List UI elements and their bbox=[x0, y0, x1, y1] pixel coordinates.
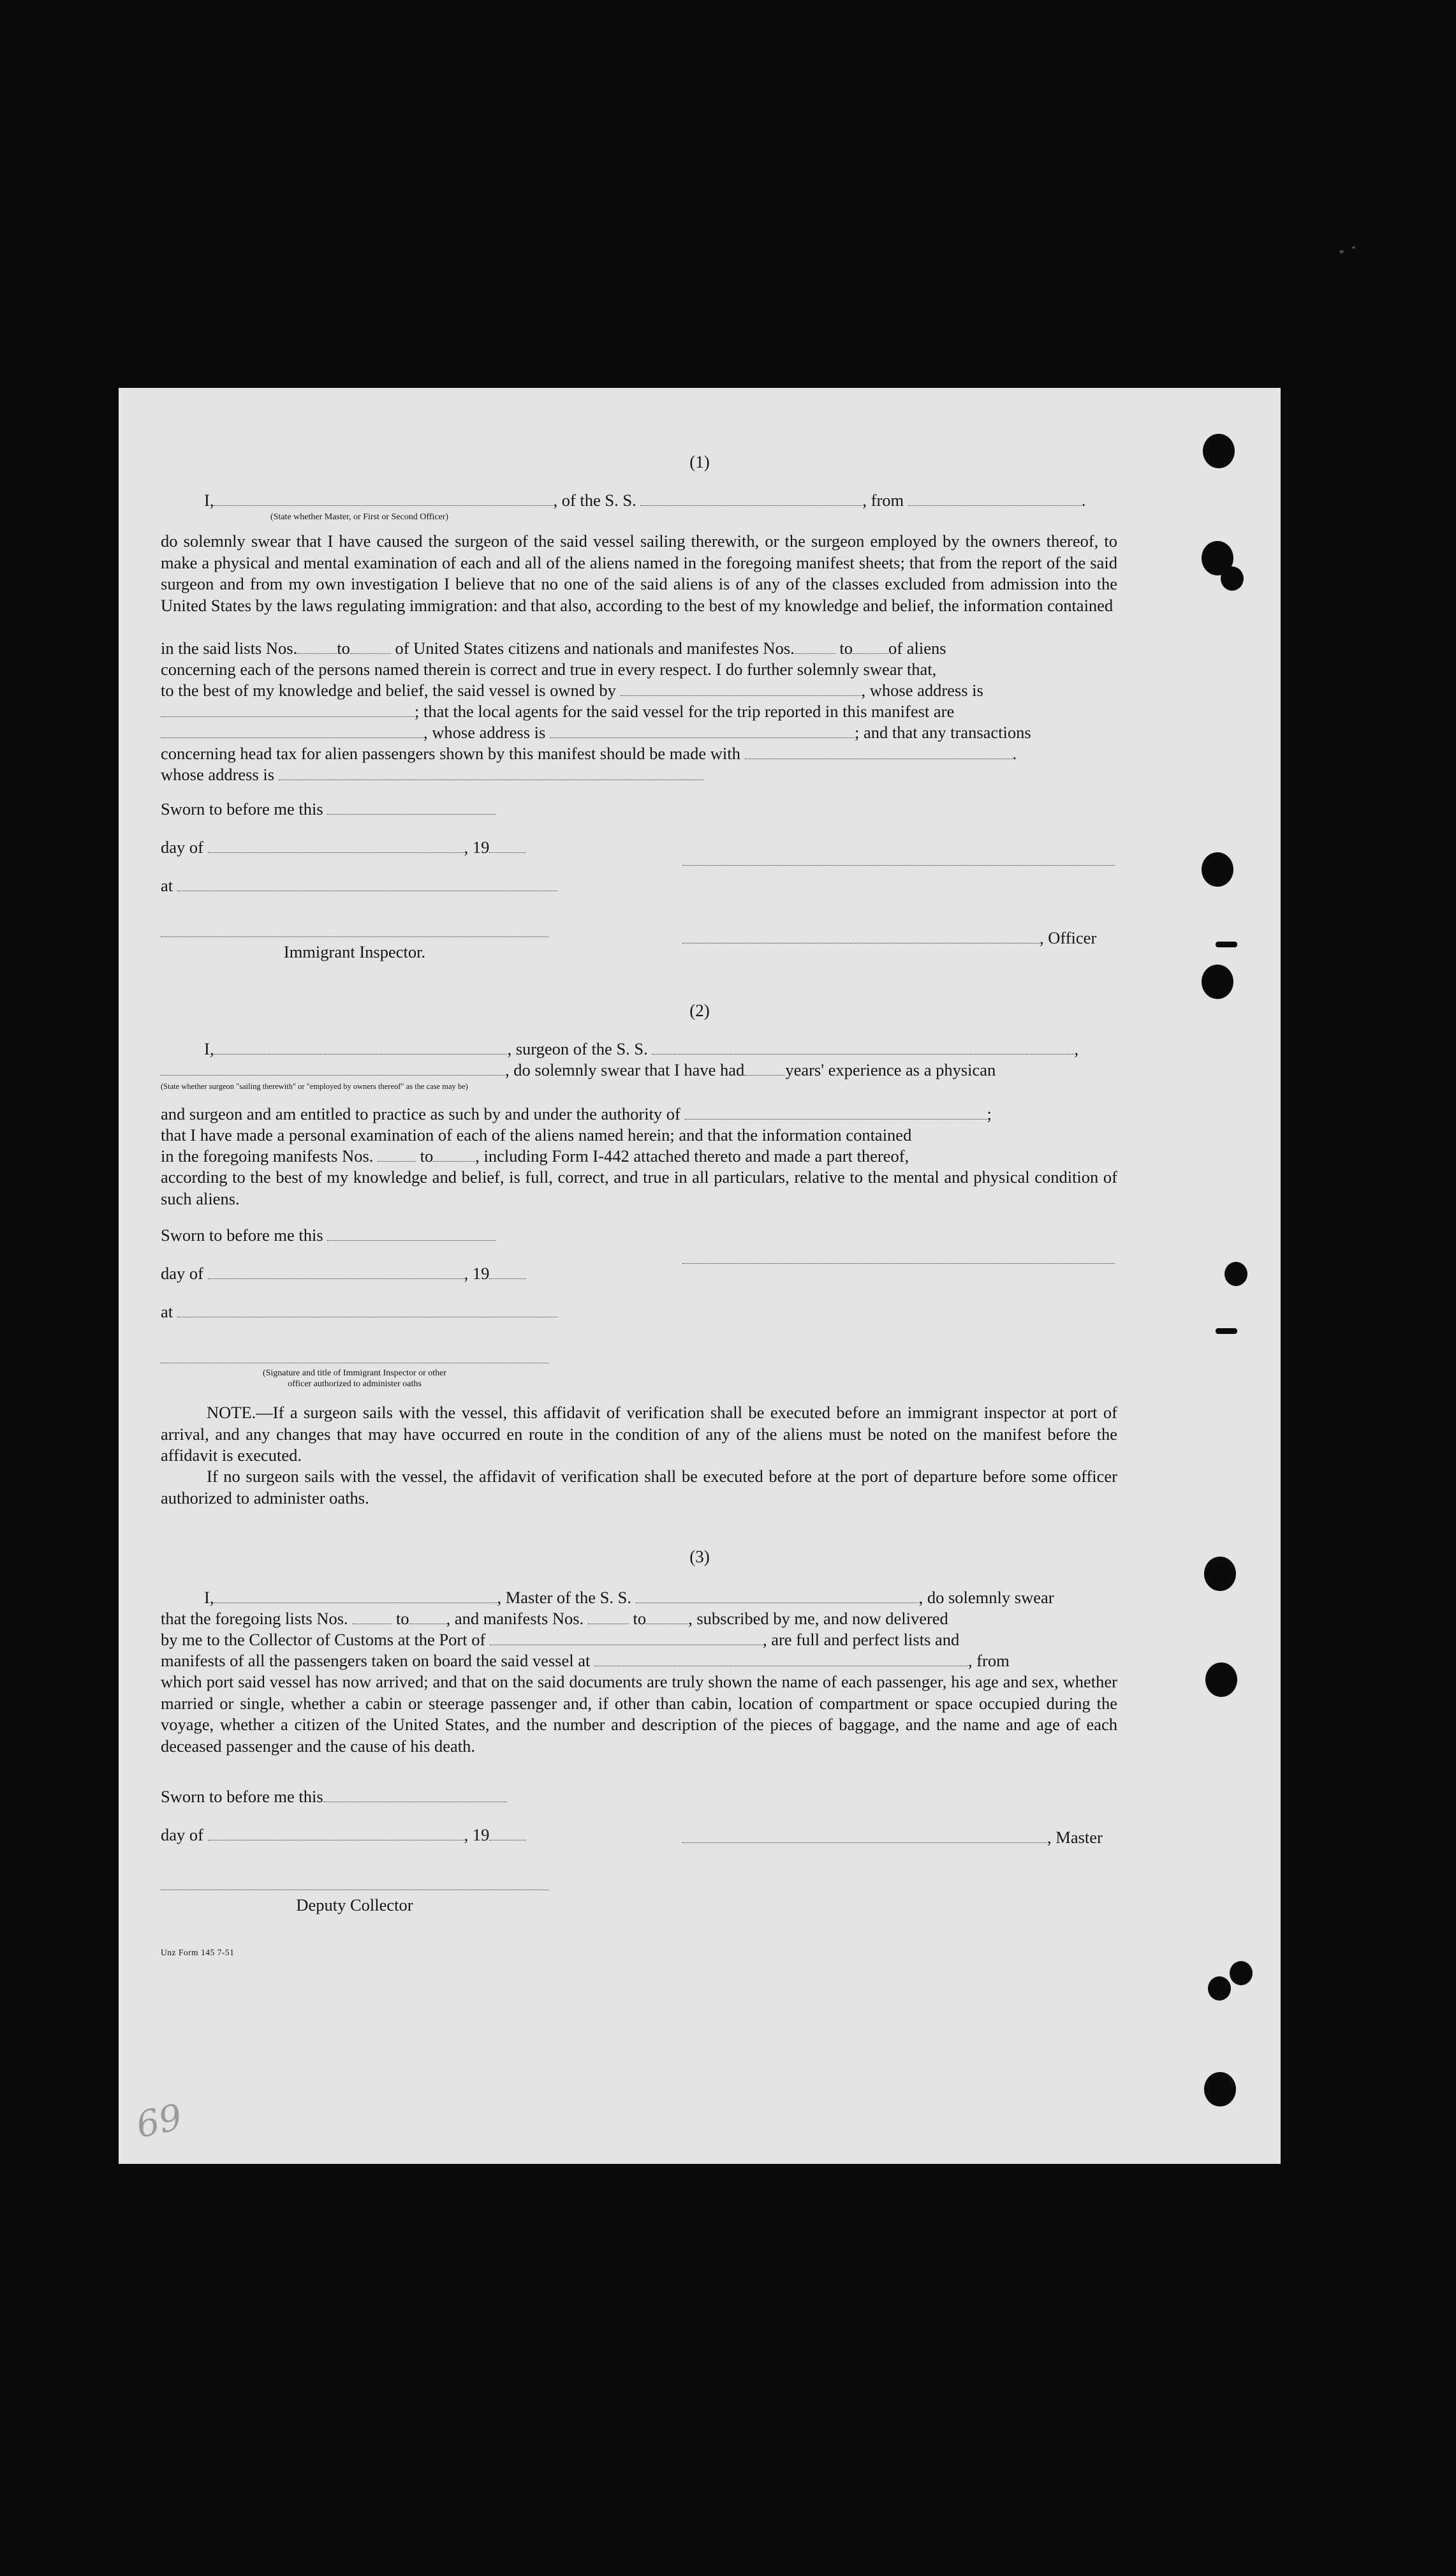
surgeon-status-note: (State whether surgeon "sailing therewith" or "employed by owners thereof" as the case may be) bbox=[161, 1082, 468, 1091]
s3-master-line bbox=[204, 1587, 1054, 1609]
s3-ship-name-field[interactable] bbox=[636, 1587, 919, 1603]
s1-lists-line bbox=[161, 638, 946, 660]
s3-to-label: to bbox=[395, 1609, 409, 1628]
section-2-heading: (2) bbox=[689, 1001, 710, 1020]
s1-officer-line-bottom bbox=[682, 928, 1096, 949]
s1-whose-line bbox=[161, 764, 703, 786]
s2-authority-label: and surgeon and am entitled to practice as such by and under the authority of bbox=[161, 1104, 680, 1123]
s1-line-end: . bbox=[1081, 491, 1086, 510]
immigrant-inspector-label: Immigrant Inspector. bbox=[283, 942, 426, 961]
form-number: Unz Form 145 7-51 bbox=[161, 1948, 235, 1957]
surgeon-name-field[interactable] bbox=[214, 1039, 507, 1055]
s1-place-field[interactable] bbox=[177, 875, 557, 891]
s3-collector-line bbox=[161, 1629, 959, 1651]
s1-lists-label: in the said lists Nos. bbox=[161, 639, 298, 658]
binder-hole bbox=[1230, 1961, 1253, 1985]
s2-surgeon-line bbox=[204, 1039, 1078, 1060]
s2-day-line bbox=[161, 1263, 526, 1285]
s3-i-label: I, bbox=[204, 1588, 214, 1607]
s3-from-label: , from bbox=[967, 1651, 1010, 1670]
binder-hole bbox=[1221, 566, 1244, 591]
s2-form-label: , including Form I-442 attached thereto and made a part thereof, bbox=[475, 1146, 909, 1166]
s3-delivered-label: , subscribed by me, and now delivered bbox=[688, 1609, 948, 1628]
s2-manifests-line bbox=[161, 1146, 909, 1167]
s1-oath-paragraph: do solemnly swear that I have caused the surgeon of the said vessel sailing therewith, or the surgeon employed by the owners thereof, to make a physical and mental examination of each and all of the aliens named in the foregoing manifest sheets; that from the report of the said surgeon and from my own investigation I believe that no one of the said aliens is of any of the classes excluded from admission into the United States by the laws regulating immigration: and that also, according to the best of my knowledge and belief, the information contained bbox=[161, 531, 1117, 615]
binder-hole bbox=[1202, 965, 1233, 999]
s1-day-field[interactable] bbox=[208, 837, 464, 853]
s3-to-label-2: to bbox=[633, 1609, 647, 1628]
s2-day-field[interactable] bbox=[208, 1263, 464, 1279]
s2-to-label: to bbox=[420, 1146, 434, 1166]
deputy-collector-label: Deputy Collector bbox=[296, 1895, 413, 1914]
s2-signature-note bbox=[161, 1368, 548, 1389]
s2-signature-note-2: officer authorized to administer oaths bbox=[288, 1379, 422, 1389]
officer-rank-note: (State whether Master, or First or Second Officer) bbox=[270, 512, 449, 522]
s3-day-line bbox=[161, 1825, 526, 1846]
binder-hole bbox=[1205, 1662, 1237, 1697]
s1-aliens-label: of aliens bbox=[888, 639, 946, 658]
citizen-list-to-field[interactable] bbox=[350, 638, 391, 654]
s3-sworn-line bbox=[161, 1786, 507, 1808]
s1-from-label: , from bbox=[862, 491, 904, 510]
s2-swear-label: , do solemnly swear that I have had bbox=[505, 1060, 745, 1079]
s2-place-field[interactable] bbox=[177, 1301, 557, 1317]
s1-day-line bbox=[161, 837, 526, 859]
s3-documents-paragraph: which port said vessel has now arrived; and that on the said documents are truly shown the name of each passenger, his age and sex, whether married or single, whether a cabin or steerage passenger and, if other than cabin, location of compartment or space occupied during the voyage, whether a citizen of the United States, and the number and description of the pieces of baggage, and the name and age of each deceased passenger and the cause of his death. bbox=[161, 1672, 1117, 1756]
s3-day-field[interactable] bbox=[208, 1825, 464, 1840]
s2-authority-end: ; bbox=[987, 1104, 992, 1123]
officer-title-field[interactable] bbox=[682, 928, 1040, 944]
binder-slit bbox=[1216, 1328, 1237, 1334]
note-surgeon-sails: NOTE.—If a surgeon sails with the vessel, this affidavit of verification shall be executed before an immigrant inspector at port of arrival, and any changes that may have occurred en route in the condition of any of the aliens must be noted on the manifest before the affidavit is executed. bbox=[161, 1403, 1117, 1465]
s3-boarded-line bbox=[161, 1650, 1010, 1672]
s1-owned-label: to the best of my knowledge and belief, the said vessel is owned by bbox=[161, 681, 616, 700]
s2-examination-line: that I have made a personal examination of each of the aliens named herein; and that the information contained bbox=[161, 1125, 912, 1144]
years-experience-field[interactable] bbox=[744, 1060, 785, 1076]
s1-owner-address-label: , whose address is bbox=[861, 681, 983, 700]
officer-label: , Officer bbox=[1040, 928, 1097, 947]
s2-manifest-from-field[interactable] bbox=[378, 1146, 416, 1162]
s1-officer-line bbox=[204, 490, 1085, 512]
s3-lists-label: that the foregoing lists Nos. bbox=[161, 1609, 348, 1628]
s2-year-label: , 19 bbox=[464, 1264, 490, 1283]
binder-slit bbox=[1216, 942, 1237, 947]
note-no-surgeon: If no surgeon sails with the vessel, the affidavit of verification shall be executed before at the port of departure before some officer authorized to administer oaths. bbox=[161, 1467, 1117, 1507]
s1-owned-line bbox=[161, 680, 983, 702]
s3-master-label: , Master of the S. S. bbox=[497, 1588, 631, 1607]
s2-experience-line bbox=[161, 1060, 996, 1081]
s1-at-label: at bbox=[161, 876, 173, 895]
s3-boarded-label: manifests of all the passengers taken on board the said vessel at bbox=[161, 1651, 591, 1670]
s1-year-label: , 19 bbox=[464, 838, 490, 857]
s1-agent-address-line bbox=[161, 722, 1031, 744]
s1-headtax-end: . bbox=[1012, 744, 1017, 763]
binder-hole bbox=[1204, 2072, 1236, 2106]
master-name-field[interactable] bbox=[214, 1587, 497, 1603]
s2-surgeon-label: , surgeon of the S. S. bbox=[507, 1039, 648, 1058]
binder-hole bbox=[1224, 1262, 1247, 1286]
s1-headtax-label: concerning head tax for alien passengers shown by this manifest should be made with bbox=[161, 744, 740, 763]
master-label: , Master bbox=[1047, 1828, 1103, 1847]
s1-day-label: day of bbox=[161, 838, 203, 857]
s2-years-label: years' experience as a physican bbox=[785, 1060, 996, 1079]
s2-day-label: day of bbox=[161, 1264, 203, 1283]
s1-to-label: to bbox=[337, 639, 350, 658]
s2-sworn-label: Sworn to before me this bbox=[161, 1225, 323, 1245]
s3-list-from-field[interactable] bbox=[352, 1608, 392, 1624]
pencil-page-number: 69 bbox=[133, 2096, 186, 2147]
s3-year-label: , 19 bbox=[464, 1825, 490, 1844]
officer-name-field[interactable] bbox=[214, 490, 553, 506]
s1-sworn-label: Sworn to before me this bbox=[161, 799, 323, 818]
s1-inspector-signature-line[interactable] bbox=[161, 936, 548, 937]
s3-swear-label: , do solemnly swear bbox=[918, 1588, 1054, 1607]
s1-manifests-label: of United States citizens and nationals and manifestes Nos. bbox=[395, 639, 795, 658]
departure-port-field[interactable] bbox=[908, 490, 1082, 506]
s2-sworn-date-field[interactable] bbox=[327, 1225, 496, 1241]
arrival-port-field[interactable] bbox=[490, 1629, 763, 1645]
headtax-address-field[interactable] bbox=[279, 764, 703, 780]
section-3-heading: (3) bbox=[689, 1547, 710, 1566]
s2-i-label: I, bbox=[204, 1039, 214, 1058]
s2-authority-line bbox=[161, 1104, 992, 1125]
s2-manifest-to-field[interactable] bbox=[433, 1146, 475, 1162]
s2-at-label: at bbox=[161, 1302, 173, 1321]
s3-manifest-from-field[interactable] bbox=[588, 1608, 629, 1624]
s3-sworn-label: Sworn to before me this bbox=[161, 1787, 323, 1806]
binder-hole bbox=[1208, 1976, 1231, 2001]
s2-line-end: , bbox=[1074, 1039, 1079, 1058]
s1-sworn-date-field[interactable] bbox=[327, 799, 496, 815]
s2-manifests-label: in the foregoing manifests Nos. bbox=[161, 1146, 374, 1166]
headtax-contact-field[interactable] bbox=[745, 743, 1013, 759]
s1-whose-label: whose address is bbox=[161, 765, 275, 784]
s1-agent-address-label: , whose address is bbox=[423, 723, 546, 742]
surgeon-signature-line[interactable] bbox=[682, 1263, 1115, 1264]
alien-manifest-to-field[interactable] bbox=[853, 638, 888, 654]
s3-perfect-label: , are full and perfect lists and bbox=[762, 1630, 960, 1649]
s2-year-field[interactable] bbox=[489, 1263, 526, 1279]
s1-agents-label: ; that the local agents for the said vessel for the trip reported in this manifest are bbox=[415, 702, 955, 721]
s1-at-line bbox=[161, 875, 557, 897]
s2-ship-name-field[interactable] bbox=[652, 1039, 1074, 1055]
s3-manifest-to-field[interactable] bbox=[646, 1608, 688, 1624]
s3-manifests-label: , and manifests Nos. bbox=[446, 1609, 584, 1628]
s3-lists-line bbox=[161, 1608, 948, 1630]
s1-i-label: I, bbox=[204, 491, 214, 510]
s1-officer-signature-line[interactable] bbox=[682, 865, 1115, 866]
s1-to-label-2: to bbox=[839, 639, 853, 658]
s1-sworn-line bbox=[161, 799, 496, 820]
s3-collector-label: by me to the Collector of Customs at the Port of bbox=[161, 1630, 486, 1649]
local-agents-field[interactable] bbox=[161, 722, 423, 738]
surgeon-status-field[interactable] bbox=[161, 1060, 505, 1076]
s1-ship-label: , of the S. S. bbox=[553, 491, 636, 510]
s2-signature-note-1: (Signature and title of Immigrant Inspector or other bbox=[262, 1368, 447, 1378]
s2-sworn-line bbox=[161, 1225, 496, 1247]
s3-day-label: day of bbox=[161, 1825, 203, 1844]
scan-speck bbox=[1352, 246, 1355, 249]
s3-sworn-date-field[interactable] bbox=[323, 1786, 507, 1802]
section-1-heading: (1) bbox=[689, 452, 710, 471]
s1-agents-line bbox=[161, 701, 954, 723]
vessel-owner-field[interactable] bbox=[621, 680, 862, 696]
citizen-list-from-field[interactable] bbox=[297, 638, 337, 654]
practice-authority-field[interactable] bbox=[685, 1104, 987, 1120]
s1-correct-line: concerning each of the persons named therein is correct and true in every respect. I do further solemnly swear that, bbox=[161, 660, 937, 679]
s3-master-signature-line bbox=[682, 1827, 1103, 1849]
s1-headtax-line bbox=[161, 743, 1017, 765]
binder-hole bbox=[1202, 852, 1233, 887]
s2-condition-paragraph: according to the best of my knowledge and belief, is full, correct, and true in all particulars, relative to the mental and physical condition of such aliens. bbox=[161, 1167, 1117, 1208]
master-signature-field[interactable] bbox=[682, 1827, 1047, 1843]
manifest-affidavit-page bbox=[119, 388, 1281, 2164]
boarding-port-field[interactable] bbox=[594, 1650, 968, 1666]
alien-manifest-from-field[interactable] bbox=[795, 638, 835, 654]
agent-address-field[interactable] bbox=[550, 722, 855, 738]
owner-address-field[interactable] bbox=[161, 701, 415, 717]
ship-name-field[interactable] bbox=[640, 490, 862, 506]
scan-speck bbox=[1339, 250, 1344, 253]
s2-at-line bbox=[161, 1301, 557, 1323]
s1-year-field[interactable] bbox=[489, 837, 526, 853]
s1-transactions-label: ; and that any transactions bbox=[855, 723, 1031, 742]
s3-list-to-field[interactable] bbox=[409, 1608, 446, 1624]
s3-year-field[interactable] bbox=[489, 1825, 526, 1840]
